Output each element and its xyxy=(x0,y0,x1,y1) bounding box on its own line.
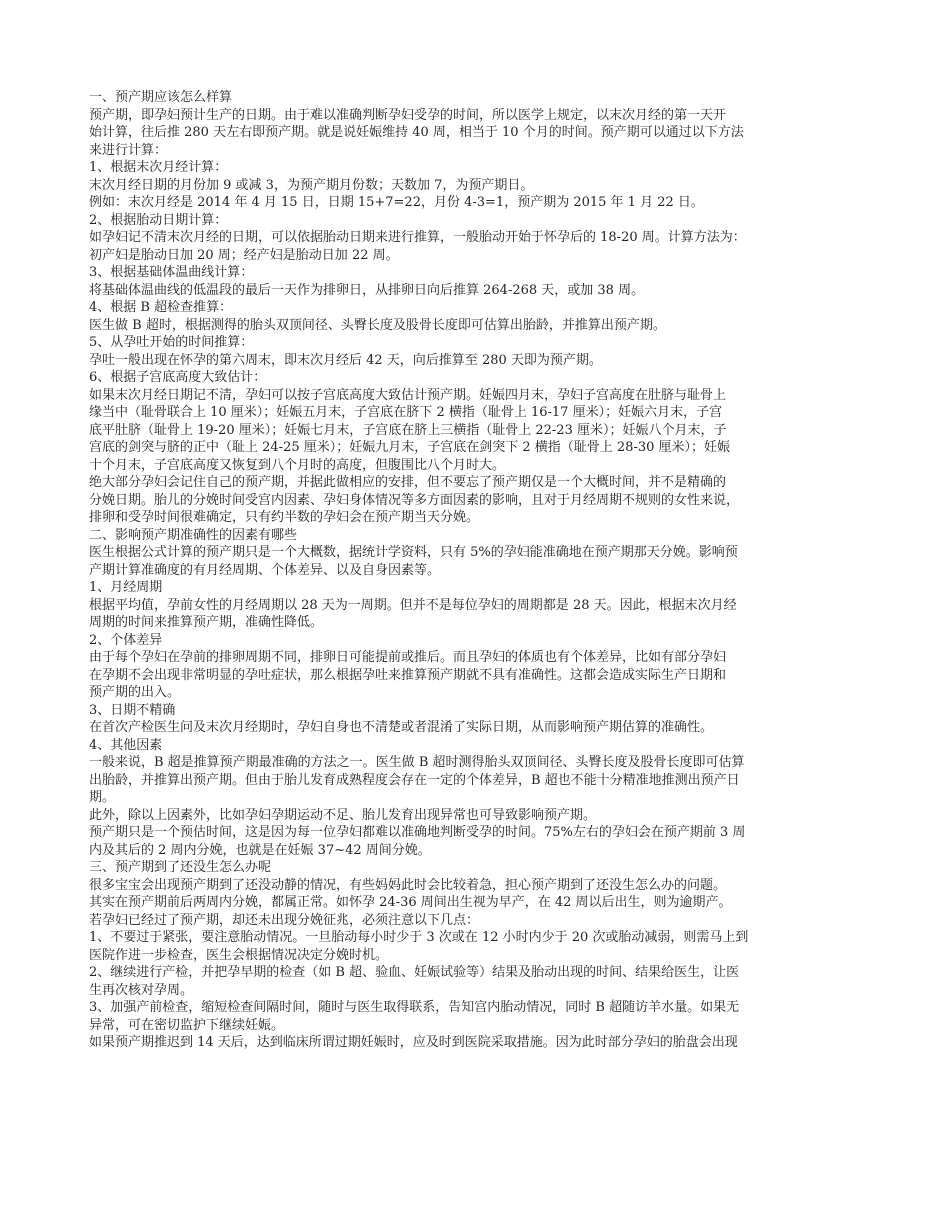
text-line: 4、根据 B 超检查推算： xyxy=(89,300,233,315)
text-line: 预产期，即孕妇预计生产的日期。由于难以准确判断孕妇受孕的时间，所以医学上规定，以末次月经的第一天开 xyxy=(89,107,727,123)
text-line: 5、从孕吐开始的时间推算： xyxy=(89,335,254,350)
text-line: 例如：末次月经是 2014 年 4 月 15 日，日期 15+7=22，月份 4-3=1，预产期为 2015 年 1 月 22 日。 xyxy=(89,195,704,210)
text-line: 1、不要过于紧张，要注意胎动情况。一旦胎动每小时少于 3 次或在 12 小时内少于 20 次或胎动减弱，则需马上到 xyxy=(89,930,749,945)
text-line: 内及其后的 2 周内分娩，也就是在妊娠 37~42 周间分娩。 xyxy=(89,842,431,858)
text-line: 3、日期不精确 xyxy=(89,702,176,718)
text-line: 2、继续进行产检，并把孕早期的检查（如 B 超、验血、妊娠试验等）结果及胎动出现的时间、结果给医生，让医 xyxy=(89,965,740,980)
text-line: 二、影响预产期准确性的因素有哪些 xyxy=(89,527,298,543)
text-line: 2、个体差异 xyxy=(89,632,163,648)
text-line: 来进行计算： xyxy=(89,142,168,158)
text-line: 预产期只是一个预估时间，这是因为每一位孕妇都难以准确地判断受孕的时间。75%左右的孕妇会在预产期前 3 周 xyxy=(89,825,746,840)
text-line: 其实在预产期前后两周内分娩，都属正常。如怀孕 24-36 周间出生视为早产，在 42 周以后出生，则为逾期产。 xyxy=(89,895,732,910)
text-line: 宫底的剑突与脐的正中（耻上 24-25 厘米）；妊娠九月末，子宫底在剑突下 2 横指（耻骨上 28-30 厘米）；妊娠 xyxy=(89,440,731,455)
text-line: 三、预产期到了还没生怎么办呢 xyxy=(89,860,272,875)
text-line: 一般来说，B 超是推算预产期最准确的方法之一。医生做 B 超时测得胎头双顶间径、头臀长度及股骨长度即可估算 xyxy=(89,755,745,770)
text-line: 在孕期不会出现非常明显的孕吐症状，那么根据孕吐来推算预产期就不具有准确性。这都会造成实际生产日期和 xyxy=(89,667,727,683)
text-line: 医院作进一步检查，医生会根据情况决定分娩时机。 xyxy=(89,947,389,963)
text-line: 期。 xyxy=(89,790,116,805)
text-line: 一、预产期应该怎么样算 xyxy=(89,90,233,105)
text-line: 由于每个孕妇在孕前的排卵周期不同，排卵日可能提前或推后。而且孕妇的体质也有个体差异，比如有部分孕妇 xyxy=(89,650,727,665)
text-line: 绝大部分孕妇会记住自己的预产期，并据此做相应的安排，但不要忘了预产期仅是一个大概时间，并不是精确的 xyxy=(89,475,727,490)
text-line: 末次月经日期的月份加 9 或减 3，为预产期月份数；天数加 7，为预产期日。 xyxy=(89,177,534,193)
text-line: 缘当中（耻骨联合上 10 厘米）；妊娠五月末，子宫底在脐下 2 横指（耻骨上 16-17 厘米）；妊娠六月末，子宫 xyxy=(89,405,723,420)
text-line: 如果预产期推迟到 14 天后，达到临床所谓过期妊娠时，应及时到医院采取措施。因为此时部分孕妇的胎盘会出现 xyxy=(89,1035,738,1050)
text-line: 根据平均值，孕前女性的月经周期以 28 天为一周期。但并不是每位孕妇的周期都是 28 天。因此，根据末次月经 xyxy=(89,597,737,613)
text-line: 预产期的出入。 xyxy=(89,685,181,700)
text-line: 如果末次月经日期记不清，孕妇可以按子宫底高度大致估计预产期。妊娠四月末，孕妇子宫高度在肚脐与耻骨上 xyxy=(89,387,727,403)
text-line: 6、根据子宫底高度大致估计： xyxy=(89,370,267,385)
text-line: 1、月经周期 xyxy=(89,580,163,595)
text-line: 2、根据胎动日期计算： xyxy=(89,212,228,228)
text-line: 出胎龄，并推算出预产期。但由于胎儿发育成熟程度会存在一定的个体差异，B 超也不能十分精准地推测出预产日 xyxy=(89,772,740,788)
text-line: 排卵和受孕时间很难确定，只有约半数的孕妇会在预产期当天分娩。 xyxy=(89,510,480,525)
text-line: 初产妇是胎动日加 20 周；经产妇是胎动日加 22 周。 xyxy=(89,247,399,263)
text-line: 4、其他因素 xyxy=(89,737,163,753)
text-line: 将基础体温曲线的低温段的最后一天作为排卵日，从排卵日向后推算 264-268 天，或加 38 周。 xyxy=(89,282,645,298)
text-line: 若孕妇已经过了预产期，却还未出现分娩征兆，必须注意以下几点： xyxy=(89,912,480,928)
text-line: 生再次核对孕周。 xyxy=(89,982,194,998)
text-line: 如孕妇记不清末次月经的日期，可以依据胎动日期来进行推算，一般胎动开始于怀孕后的 18-20 周。计算方法为： xyxy=(89,230,746,245)
text-line: 在首次产检医生问及末次月经期时，孕妇自身也不清楚或者混淆了实际日期，从而影响预产期估算的准确性。 xyxy=(89,720,714,735)
text-line: 分娩日期。胎儿的分娩时间受宫内因素、孕妇身体情况等多方面因素的影响，且对于月经周期不规则的女性来说， xyxy=(89,492,740,508)
text-line: 始计算，往后推 280 天左右即预产期。就是说妊娠维持 40 周，相当于 10 个月的时间。预产期可以通过以下方法 xyxy=(89,125,744,140)
text-line: 十个月末，子宫底高度又恢复到八个月时的高度，但腹围比八个月时大。 xyxy=(89,457,506,473)
document-body xyxy=(89,89,864,1052)
text-line: 医生做 B 超时，根据测得的胎头双顶间径、头臀长度及股骨长度即可估算出胎龄，并推算出预产期。 xyxy=(89,317,666,333)
text-line: 3、加强产前检查，缩短检查间隔时间，随时与医生取得联系，告知宫内胎动情况，同时 B 超随访羊水量。如果无 xyxy=(89,1000,740,1015)
text-line: 底平肚脐（耻骨上 19-20 厘米）；妊娠七月末，子宫底在脐上三横指（耻骨上 22-23 厘米）；妊娠八个月末，子 xyxy=(89,422,727,438)
text-line: 异常，可在密切监护下继续妊娠。 xyxy=(89,1017,285,1033)
text-line: 医生根据公式计算的预产期只是一个大概数，据统计学资料，只有 5%的孕妇能准确地在预产期那天分娩。影响预 xyxy=(89,545,738,560)
text-line: 周期的时间来推算预产期，准确性降低。 xyxy=(89,615,324,630)
text-line: 1、根据末次月经计算： xyxy=(89,160,228,175)
text-line: 孕吐一般出现在怀孕的第六周末，即末次月经后 42 天，向后推算至 280 天即为预产期。 xyxy=(89,352,602,368)
text-line: 产期计算准确度的有月经周期、个体差异、以及自身因素等。 xyxy=(89,562,441,578)
text-line: 此外，除以上因素外，比如孕妇孕期运动不足、胎儿发育出现异常也可导致影响预产期。 xyxy=(89,807,597,823)
text-line: 3、根据基础体温曲线计算： xyxy=(89,265,254,280)
text-line: 很多宝宝会出现预产期到了还没动静的情况，有些妈妈此时会比较着急，担心预产期到了还没生怎么办的问题。 xyxy=(89,877,727,893)
